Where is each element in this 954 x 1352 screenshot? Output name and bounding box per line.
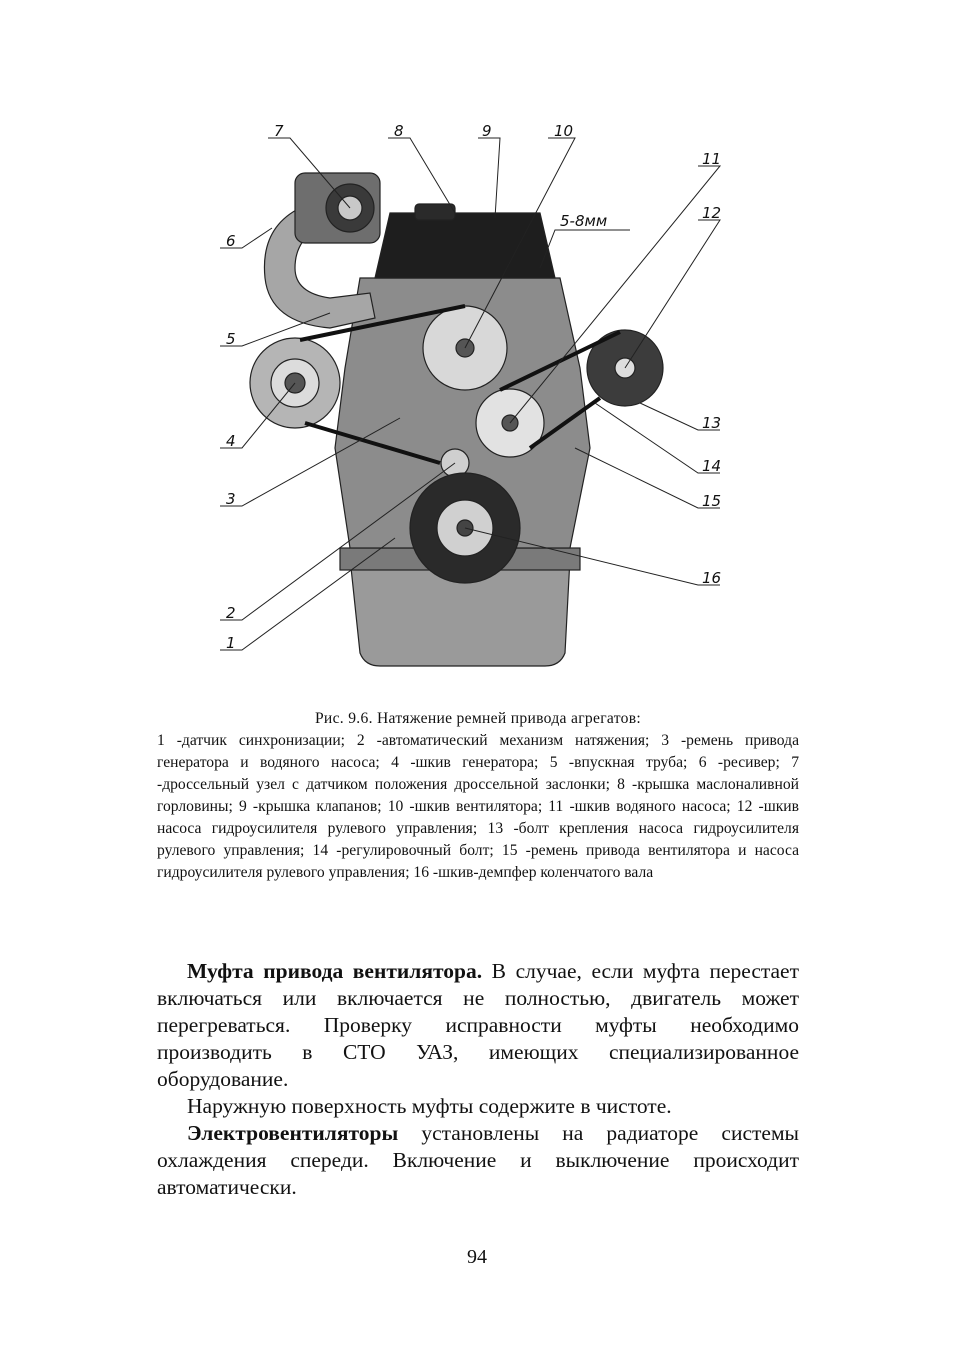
callout-10: 10 <box>554 122 574 140</box>
callout-5: 5 <box>226 330 236 348</box>
paragraph-heading: Электровентиляторы <box>187 1121 399 1145</box>
caption-body: 1 -датчик синхронизации; 2 -автоматический механизм натяжения; 3 -ремень привода генератора и водяного насоса; 4 -шкив генератора; 5 -впускная труба; 6 -ресивер; 7 -дроссельный узел с датчиком положения дроссельной заслонки; 8 -крышка маслоналивной горловины; 9 -крышка клапанов; 10 -шкив вентилятора; 11 -шкив водяного насоса; 12 -шкив насоса гидроусилителя рулевого управления; 13 -болт крепления насоса гидроусилителя рулевого управления; 14 -регулировочный болт; 15 -ремень привода вентилятора и насоса гидроусилителя рулевого управления; 16 -шкив-демпфер коленчатого вала <box>157 732 799 881</box>
body-text <box>157 958 799 1201</box>
callout-15: 15 <box>702 492 722 510</box>
figure-caption <box>157 708 799 884</box>
callout-2: 2 <box>226 604 236 622</box>
callout-1: 1 <box>226 634 236 652</box>
paragraph-text: В случае, если муфта перестает включаться или включается не полностью, двигатель может перегреваться. Проверку исправности муфты необходимо производить в СТО УАЗ, имеющих специализированное оборудование. <box>157 959 799 1091</box>
callout-3: 3 <box>226 490 236 508</box>
paragraph-heading: Муфта привода вентилятора. <box>187 959 483 983</box>
callout-7: 7 <box>274 122 284 140</box>
gap-label: 5-8мм <box>560 212 608 230</box>
callout-4: 4 <box>226 432 236 450</box>
paragraph-text: Наружную поверхность муфты содержите в чистоте. <box>187 1094 672 1118</box>
callout-6: 6 <box>226 232 236 250</box>
callout-16: 16 <box>702 569 722 587</box>
engine-figure <box>210 118 750 678</box>
caption-title: Рис. 9.6. Натяжение ремней привода агрегатов: <box>314 710 642 727</box>
paragraph-text: установлены на радиаторе системы охлаждения спереди. Включение и выключение происходит автоматически. <box>157 1121 799 1199</box>
callout-11: 11 <box>702 150 722 168</box>
callout-14: 14 <box>702 457 722 475</box>
page-number: 94 <box>467 1246 487 1268</box>
paragraph-electric-fans <box>157 1120 799 1201</box>
callout-8: 8 <box>394 122 404 140</box>
callout-9: 9 <box>482 122 492 140</box>
engine-drawing <box>250 173 663 666</box>
callout-12: 12 <box>702 204 722 222</box>
callout-13: 13 <box>702 414 722 432</box>
paragraph-clean <box>157 1093 799 1120</box>
paragraph-fan-clutch <box>157 958 799 1093</box>
